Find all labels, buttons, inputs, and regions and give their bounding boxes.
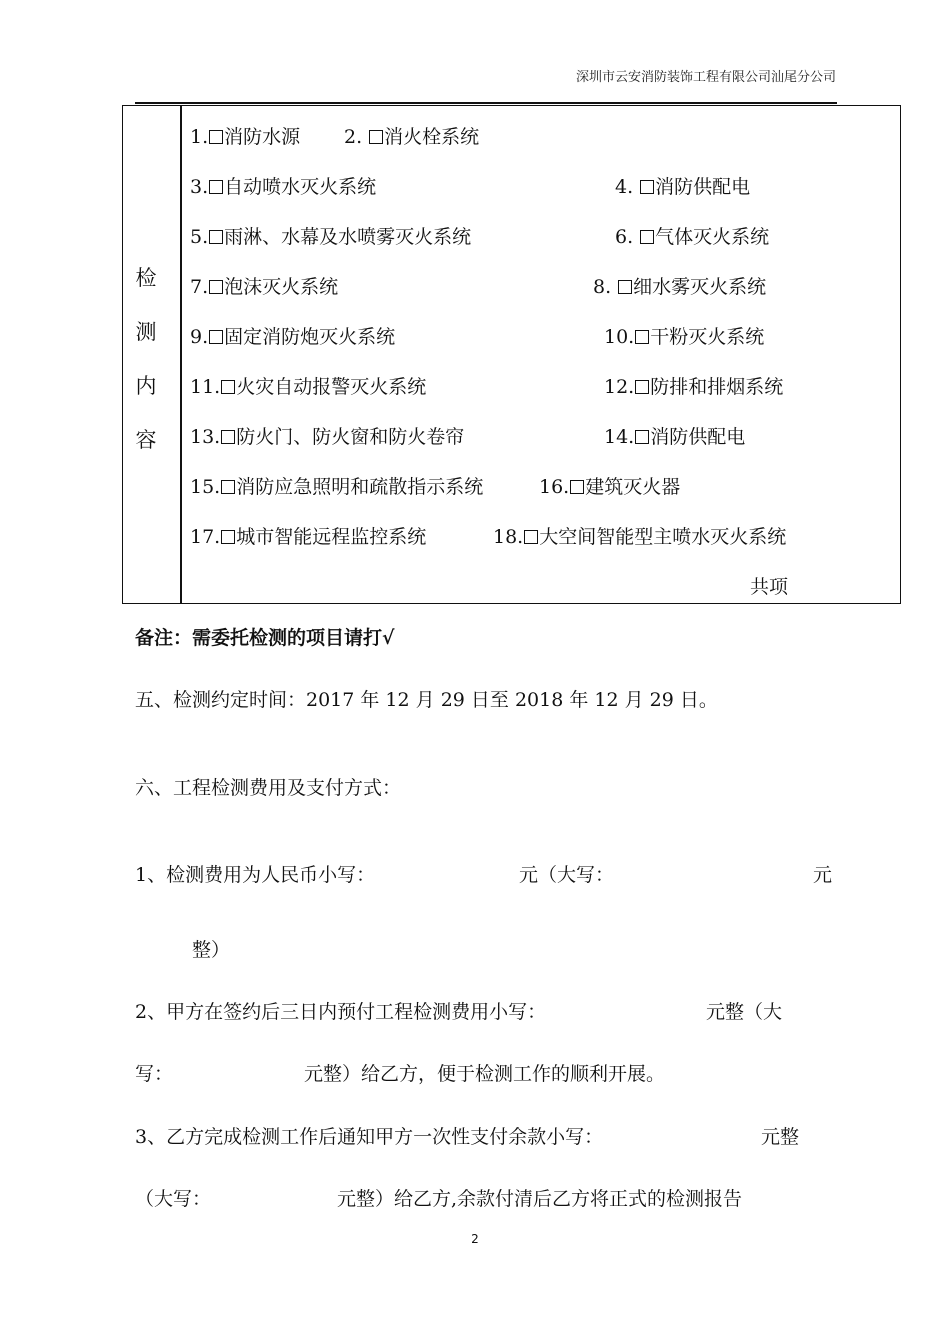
table-label-char: 测	[135, 320, 157, 344]
checkbox[interactable]	[369, 130, 383, 144]
fee-line-1-yuan-end: 元	[813, 864, 833, 886]
fee-line-3-yuan: 元整	[761, 1126, 800, 1148]
section-6-heading: 六、工程检测费用及支付方式：	[135, 777, 402, 799]
table-label-char: 内	[135, 374, 157, 398]
checkbox[interactable]	[635, 380, 649, 394]
inspection-item: 14. 消防供配电	[604, 426, 746, 448]
checkbox[interactable]	[524, 530, 538, 544]
fee-line-3: 3、乙方完成检测工作后通知甲方一次性支付余款小写：	[135, 1126, 604, 1148]
inspection-item: 5. 雨淋、水幕及水喷雾灭火系统	[190, 226, 472, 248]
inspection-item: 10. 干粉灭火系统	[604, 326, 765, 348]
inspection-item: 18. 大空间智能型主喷水灭火系统	[493, 526, 787, 548]
checkbox[interactable]	[209, 130, 223, 144]
inspection-item: 1. 消防水源	[190, 126, 301, 148]
fee-line-1-yuan: 元（大写：	[519, 864, 615, 886]
fee-line-1: 1、检测费用为人民币小写：	[135, 864, 376, 886]
checkbox[interactable]	[618, 280, 632, 294]
fee-line-2-cont-a: 写：	[135, 1063, 174, 1085]
inspection-item: 16. 建筑灭火器	[539, 476, 681, 498]
inspection-item: 2. 消火栓系统	[344, 126, 480, 148]
inspection-item: 17. 城市智能远程监控系统	[190, 526, 427, 548]
inspection-item: 15. 消防应急照明和疏散指示系统	[190, 476, 484, 498]
inspection-item: 3. 自动喷水灭火系统	[190, 176, 377, 198]
page-number: 2	[471, 1232, 479, 1246]
checkbox[interactable]	[221, 380, 235, 394]
inspection-item: 7. 泡沫灭火系统	[190, 276, 339, 298]
item-total: 共项	[750, 576, 789, 598]
checkbox[interactable]	[209, 230, 223, 244]
fee-line-2-cont-b: 元整）给乙方，便于检测工作的顺利开展。	[304, 1063, 666, 1085]
inspection-item: 8. 细水雾灭火系统	[593, 276, 767, 298]
checkbox[interactable]	[635, 430, 649, 444]
fee-line-2: 2、甲方在签约后三日内预付工程检测费用小写：	[135, 1001, 547, 1023]
section-5-schedule: 五、检测约定时间：2017 年 12 月 29 日至 2018 年 12 月 29 日。	[135, 689, 718, 711]
inspection-item: 6. 气体灭火系统	[615, 226, 770, 248]
checkbox[interactable]	[635, 330, 649, 344]
fee-line-3-cont-a: （大写：	[135, 1188, 212, 1210]
header-company: 深圳市云安消防装饰工程有限公司汕尾分公司	[575, 70, 836, 85]
checkbox[interactable]	[221, 430, 235, 444]
fee-line-2-yuan: 元整（大	[706, 1001, 783, 1023]
remark: 备注：需委托检测的项目请打√	[135, 627, 395, 649]
fee-line-1-cont: 整）	[192, 939, 231, 961]
checkbox[interactable]	[209, 280, 223, 294]
inspection-item: 12. 防排和排烟系统	[604, 376, 784, 398]
checkbox[interactable]	[209, 180, 223, 194]
table-label-char: 容	[135, 428, 157, 452]
checkbox[interactable]	[221, 480, 235, 494]
table-label-char: 检	[135, 266, 157, 290]
table-column-divider	[180, 105, 182, 604]
inspection-item: 13. 防火门、防火窗和防火卷帘	[190, 426, 465, 448]
checkbox[interactable]	[209, 330, 223, 344]
inspection-item: 4. 消防供配电	[615, 176, 751, 198]
checkbox[interactable]	[570, 480, 584, 494]
header-rule	[135, 102, 837, 104]
inspection-item: 9. 固定消防炮灭火系统	[190, 326, 396, 348]
fee-line-3-cont-b: 元整）给乙方,余款付清后乙方将正式的检测报告	[337, 1188, 743, 1210]
checkbox[interactable]	[640, 180, 654, 194]
checkbox[interactable]	[221, 530, 235, 544]
checkbox[interactable]	[640, 230, 654, 244]
inspection-item: 11. 火灾自动报警灭火系统	[190, 376, 427, 398]
